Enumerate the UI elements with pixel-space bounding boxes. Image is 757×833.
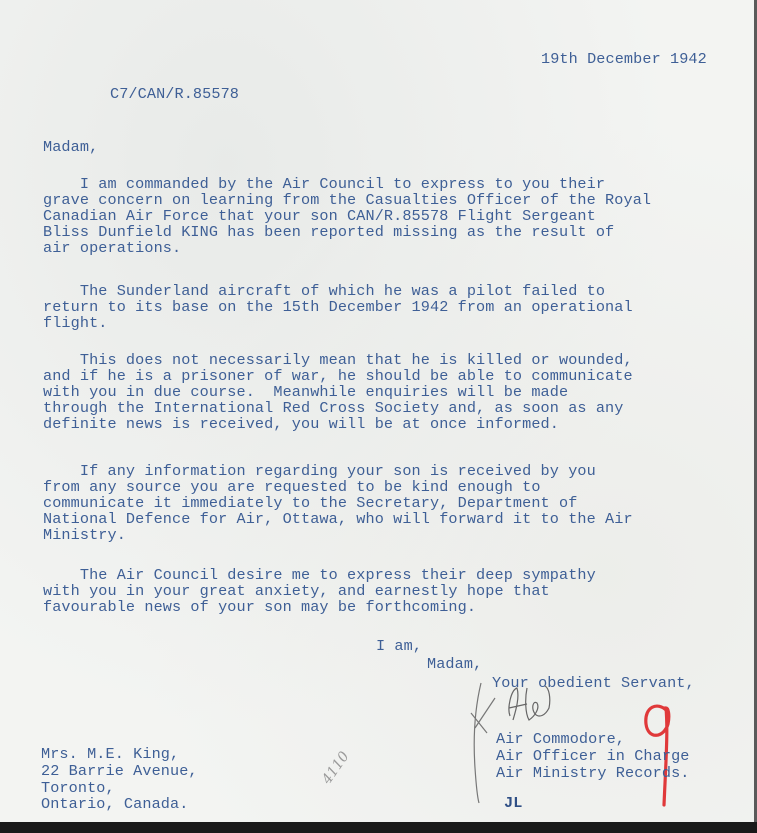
paragraph-line: National Defence for Air, Ottawa, who will forward it to the Air: [43, 510, 633, 528]
pencil-note-annotation: 4110: [319, 748, 353, 788]
paragraph-line: The Sunderland aircraft of which he was a pilot failed to: [43, 282, 606, 300]
paragraph-line: and if he is a prisoner of war, he should be able to communicate: [43, 367, 633, 385]
paragraph-line: air operations.: [43, 239, 182, 257]
paragraph-line: The Air Council desire me to express their deep sympathy: [43, 566, 596, 584]
paragraph-line: flight.: [43, 314, 108, 332]
signatory-rank: Air Commodore,: [496, 730, 625, 748]
paragraph-line: definite news is received, you will be at once informed.: [43, 415, 559, 433]
closing-madam: Madam,: [427, 655, 483, 673]
typist-initials: JL: [504, 794, 523, 812]
addressee-name: Mrs. M.E. King,: [41, 745, 180, 763]
closing-obedient-servant: Your obedient Servant,: [492, 674, 695, 692]
paragraph-line: with you in your great anxiety, and earnestly hope that: [43, 582, 550, 600]
paragraph-2: [43, 283, 633, 331]
paragraph-line: favourable news of your son may be forthcoming.: [43, 598, 477, 616]
signatory-office: Air Ministry Records.: [496, 764, 690, 782]
paragraph-1: [43, 176, 651, 256]
addressee-city: Toronto,: [41, 779, 115, 797]
salutation: Madam,: [43, 138, 99, 156]
paragraph-line: through the International Red Cross Society and, as soon as any: [43, 399, 624, 417]
paragraph-line: communicate it immediately to the Secretary, Department of: [43, 494, 578, 512]
paragraph-line: grave concern on learning from the Casualties Officer of the Royal: [43, 191, 652, 209]
paragraph-line: This does not necessarily mean that he is killed or wounded,: [43, 351, 633, 369]
signatory-title: Air Officer in Charge: [496, 747, 690, 765]
paragraph-line: Ministry.: [43, 526, 126, 544]
paragraph-line: Canadian Air Force that your son CAN/R.85578 Flight Sergeant: [43, 207, 596, 225]
paragraph-3: [43, 352, 633, 432]
paragraph-line: If any information regarding your son is received by you: [43, 462, 596, 480]
paragraph-line: Bliss Dunfield KING has been reported missing as the result of: [43, 223, 615, 241]
paragraph-line: return to its base on the 15th December 1942 from an operational: [43, 298, 633, 316]
paragraph-line: I am commanded by the Air Council to express to you their: [43, 175, 606, 193]
reference-number: C7/CAN/R.85578: [110, 85, 239, 103]
addressee-region: Ontario, Canada.: [41, 795, 189, 813]
closing-i-am: I am,: [376, 637, 423, 655]
letter-date: 19th December 1942: [541, 50, 707, 68]
paragraph-line: from any source you are requested to be kind enough to: [43, 478, 541, 496]
paragraph-line: with you in due course. Meanwhile enquiries will be made: [43, 383, 569, 401]
paragraph-4: [43, 463, 633, 543]
paragraph-5: [43, 567, 596, 615]
addressee-street: 22 Barrie Avenue,: [41, 762, 198, 780]
